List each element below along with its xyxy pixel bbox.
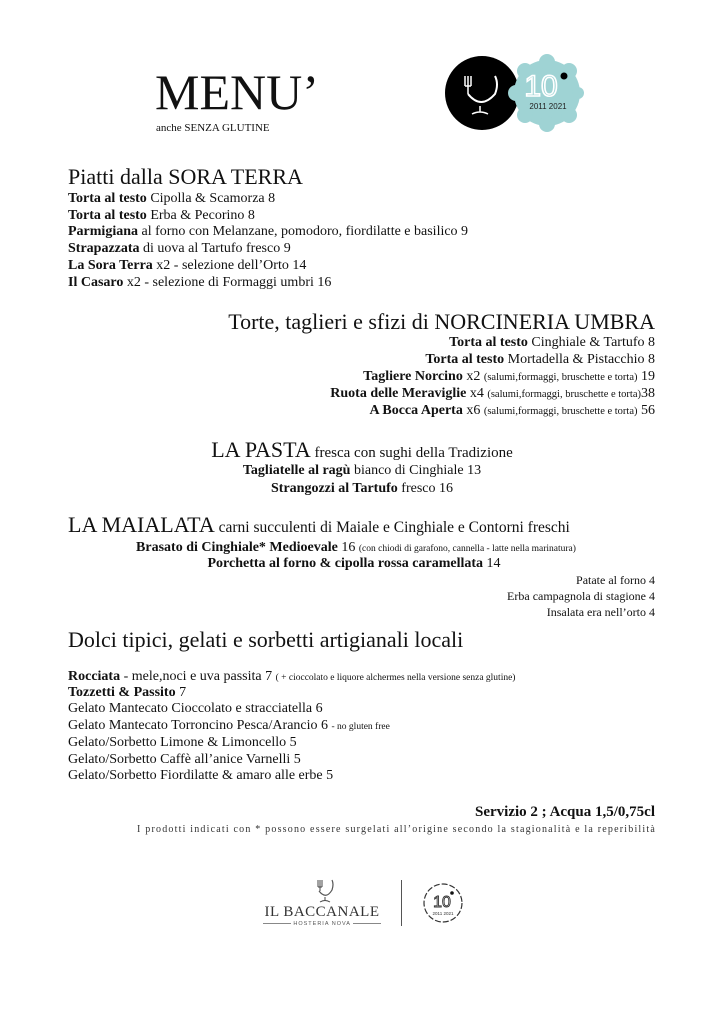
- item-name: Torta al testo: [68, 191, 147, 206]
- item-desc: di uova al Tartufo fresco 9: [139, 241, 291, 256]
- item-desc: x2 - selezione dell’Orto 14: [152, 258, 307, 273]
- heading-main: LA PASTA: [211, 437, 311, 462]
- item-desc: 16: [337, 540, 359, 555]
- item-price: 19: [637, 369, 655, 384]
- item-name: Il Casaro: [68, 275, 124, 290]
- brand-subtitle: [262, 921, 382, 927]
- menu-item: [0, 462, 724, 479]
- side-dish: Erba campagnola di stagione 4: [507, 589, 655, 603]
- item-desc: - mele,noci e uva passita 7: [120, 669, 276, 684]
- menu-item: Gelato Mantecato Cioccolato e stracciatella 6: [68, 701, 323, 716]
- menu-item: [0, 480, 724, 497]
- item-desc: Cinghiale & Tartufo 8: [527, 335, 655, 350]
- frozen-products-note: I prodotti indicati con * possono essere surgelati all’origine secondo la stagionalità e la reperibilità: [137, 824, 656, 835]
- item-note: - no gluten free: [331, 722, 390, 732]
- baccanale-logo: [262, 878, 382, 928]
- menu-item: [330, 385, 655, 403]
- item-desc: 7: [175, 685, 187, 700]
- menu-item: [449, 334, 655, 351]
- item-name: Porchetta al forno & cipolla rossa caramellata: [207, 556, 484, 571]
- heading-main: LA MAIALATA: [68, 512, 215, 537]
- item-name: Brasato di Cinghiale* Medioevale: [136, 540, 338, 555]
- item-name: Torta al testo: [68, 208, 147, 223]
- menu-subtitle: anche SENZA GLUTINE: [156, 122, 270, 134]
- item-note: (con chiodi di garafono, cannella - latte nella marinatura): [358, 544, 576, 554]
- section-heading-norcineria: Torte, taglieri e sfizi di NORCINERIA UMBRA: [228, 309, 655, 334]
- brand-name: IL BACCANALE: [264, 904, 380, 920]
- item-note: ( + cioccolato e liquore alchermes nella versione senza glutine): [275, 673, 516, 683]
- item-name: La Sora Terra: [68, 258, 153, 273]
- item-desc: Erba & Pecorino 8: [146, 208, 255, 223]
- item-desc: Mortadella & Pistacchio 8: [504, 352, 655, 367]
- menu-item: Gelato/Sorbetto Limone & Limoncello 5: [68, 735, 297, 750]
- item-price: 56: [637, 403, 655, 418]
- footer-anniversary-badge: [420, 880, 466, 926]
- menu-item: Gelato/Sorbetto Caffè all’anice Varnelli 5: [68, 752, 301, 767]
- item-desc: fresco 16: [397, 481, 453, 496]
- item-note: (salumi,formaggi, bruschette e torta): [487, 389, 641, 400]
- menu-item: Gelato/Sorbetto Fiordilatte & amaro alle erbe 5: [68, 768, 334, 783]
- service-charge: Servizio 2 ; Acqua 1,5/0,75cl: [475, 804, 655, 820]
- item-name: A Bocca Aperta: [369, 403, 463, 418]
- svg-text:10: 10: [524, 70, 558, 103]
- menu-item: [68, 257, 306, 274]
- item-note: (salumi,formaggi, bruschette e torta): [483, 406, 638, 417]
- menu-item: [68, 223, 468, 240]
- item-name: Tagliere Norcino: [363, 369, 463, 384]
- heading-sub: carni succulenti di Maiale e Cinghiale e Contorni freschi: [214, 519, 570, 536]
- item-name: Strangozzi al Tartufo: [271, 481, 398, 496]
- section-heading-maialata: [68, 513, 570, 540]
- item-desc: x6: [462, 403, 484, 418]
- menu-item: [363, 368, 655, 386]
- svg-text:2011 2021: 2011 2021: [432, 911, 454, 916]
- item-name: Rocciata: [68, 669, 121, 684]
- section-heading-sora-terra: Piatti dalla SORA TERRA: [68, 164, 303, 189]
- menu-item: [68, 190, 275, 207]
- item-name: Ruota delle Meraviglie: [330, 386, 467, 401]
- menu-item: [425, 351, 655, 368]
- logo-icon: [443, 54, 585, 132]
- item-price: 38: [641, 386, 655, 401]
- svg-text:10: 10: [433, 894, 451, 911]
- menu-item: [68, 684, 186, 701]
- menu-item: [68, 274, 331, 291]
- item-note: (salumi,formaggi, bruschette e torta): [483, 372, 638, 383]
- menu-item: [68, 207, 255, 224]
- footer-divider: [401, 880, 402, 926]
- anniversary-years: 2011 2021: [529, 102, 567, 111]
- menu-title: MENU’: [155, 64, 319, 120]
- side-dish: Insalata era nell’orto 4: [546, 605, 655, 619]
- menu-item: [370, 402, 655, 420]
- item-desc: x2 - selezione di Formaggi umbri 16: [123, 275, 332, 290]
- side-dish: Patate al forno 4: [576, 573, 655, 587]
- item-desc: x2: [462, 369, 484, 384]
- anniversary-logo: [443, 54, 585, 132]
- item-name: Strapazzata: [68, 241, 140, 256]
- menu-item: [68, 240, 291, 257]
- section-heading-pasta: [0, 438, 724, 465]
- item-name: Tozzetti & Passito: [68, 685, 176, 700]
- item-desc: 14: [483, 556, 501, 571]
- anniversary-badge-icon: [420, 880, 466, 926]
- item-name: Parmigiana: [68, 224, 138, 239]
- glass-fork-icon: [262, 878, 382, 904]
- item-desc: Cipolla & Scamorza 8: [146, 191, 276, 206]
- heading-sub: fresca con sughi della Tradizione: [310, 445, 513, 461]
- item-desc: Gelato Mantecato Torroncino Pesca/Arancio 6: [68, 718, 332, 733]
- brand-subtitle-text: HOSTERIA NOVA: [293, 921, 351, 927]
- item-desc: x4: [466, 386, 488, 401]
- menu-item: [0, 555, 716, 572]
- item-name: Torta al testo: [425, 352, 505, 367]
- item-name: Tagliatelle al ragù: [242, 463, 351, 478]
- item-desc: bianco di Cinghiale 13: [350, 463, 482, 478]
- item-desc: al forno con Melanzane, pomodoro, fiordilatte e basilico 9: [138, 224, 469, 239]
- section-heading-dolci: Dolci tipici, gelati e sorbetti artigianali locali: [68, 627, 464, 652]
- item-name: Torta al testo: [449, 335, 528, 350]
